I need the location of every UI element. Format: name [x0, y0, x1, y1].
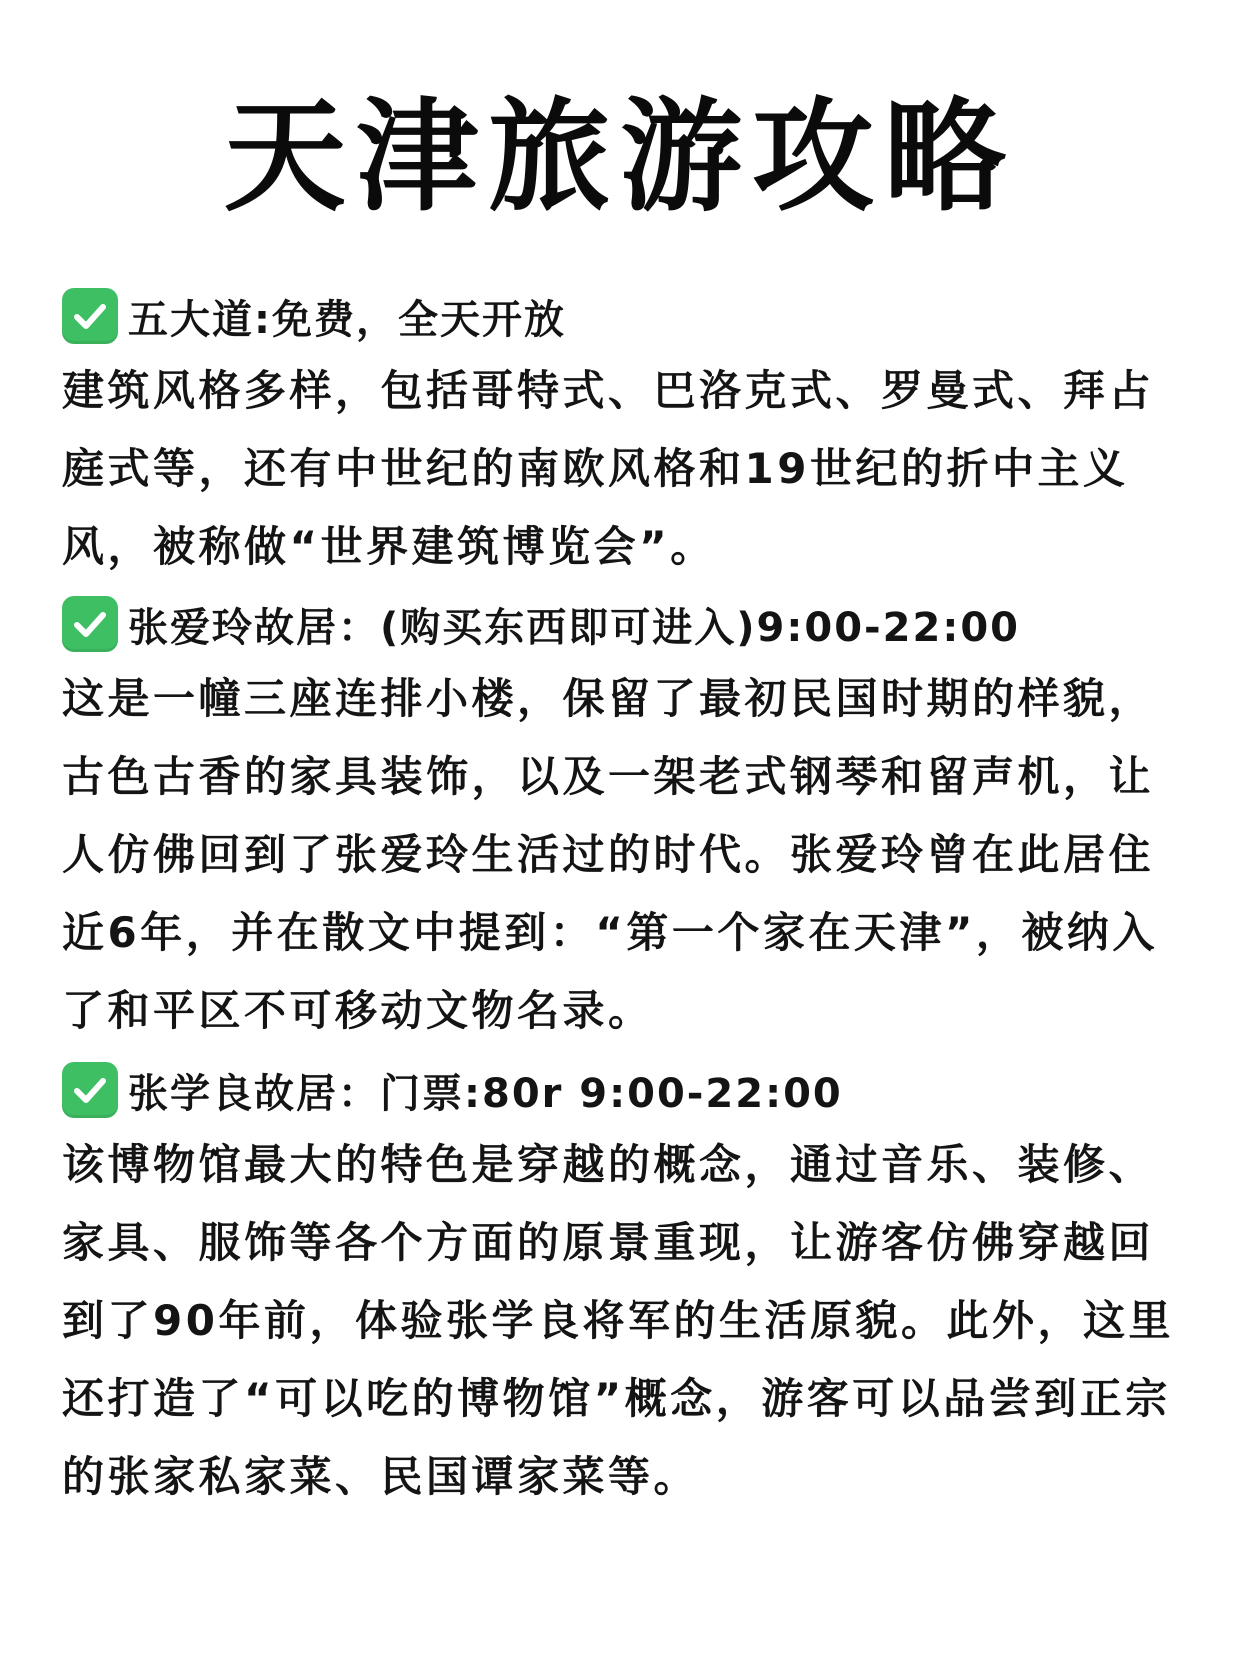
section-body: 这是一幢三座连排小楼，保留了最初民国时期的样貌，古色古香的家具装饰，以及一架老式钢琴和留声机，让人仿佛回到了张爱玲生活过的时代。张爱玲曾在此居住近6年，并在散文中提到：“第一个家在天津”，被纳入了和平区不可移动文物名录。	[62, 674, 1158, 1035]
check-icon	[62, 288, 118, 344]
section-body: 建筑风格多样，包括哥特式、巴洛克式、罗曼式、拜占庭式等，还有中世纪的南欧风格和19世纪的折中主义风，被称做“世界建筑博览会”。	[62, 366, 1155, 571]
section-heading: 张爱玲故居：(购买东西即可进入)9:00-22:00	[128, 604, 1020, 651]
section-zhang-ailing	[62, 592, 1178, 1050]
section-zhang-xueliang	[62, 1058, 1178, 1516]
section-heading: 张学良故居：门票:80r 9:00-22:00	[128, 1070, 843, 1117]
section-heading: 五大道:免费，全天开放	[128, 296, 566, 343]
check-icon	[62, 1062, 118, 1118]
section-wudadao	[62, 284, 1178, 586]
check-icon	[62, 596, 118, 652]
section-heading-row	[62, 1058, 1178, 1122]
section-heading-row	[62, 284, 1178, 348]
section-body: 该博物馆最大的特色是穿越的概念，通过音乐、装修、家具、服饰等各个方面的原景重现，让游客仿佛穿越回到了90年前，体验张学良将军的生活原貌。此外，这里还打造了“可以吃的博物馆”概念，游客可以品尝到正宗的张家私家菜、民国谭家菜等。	[62, 1140, 1174, 1501]
page-title: 天津旅游攻略	[224, 86, 1016, 228]
section-heading-row	[62, 592, 1178, 656]
